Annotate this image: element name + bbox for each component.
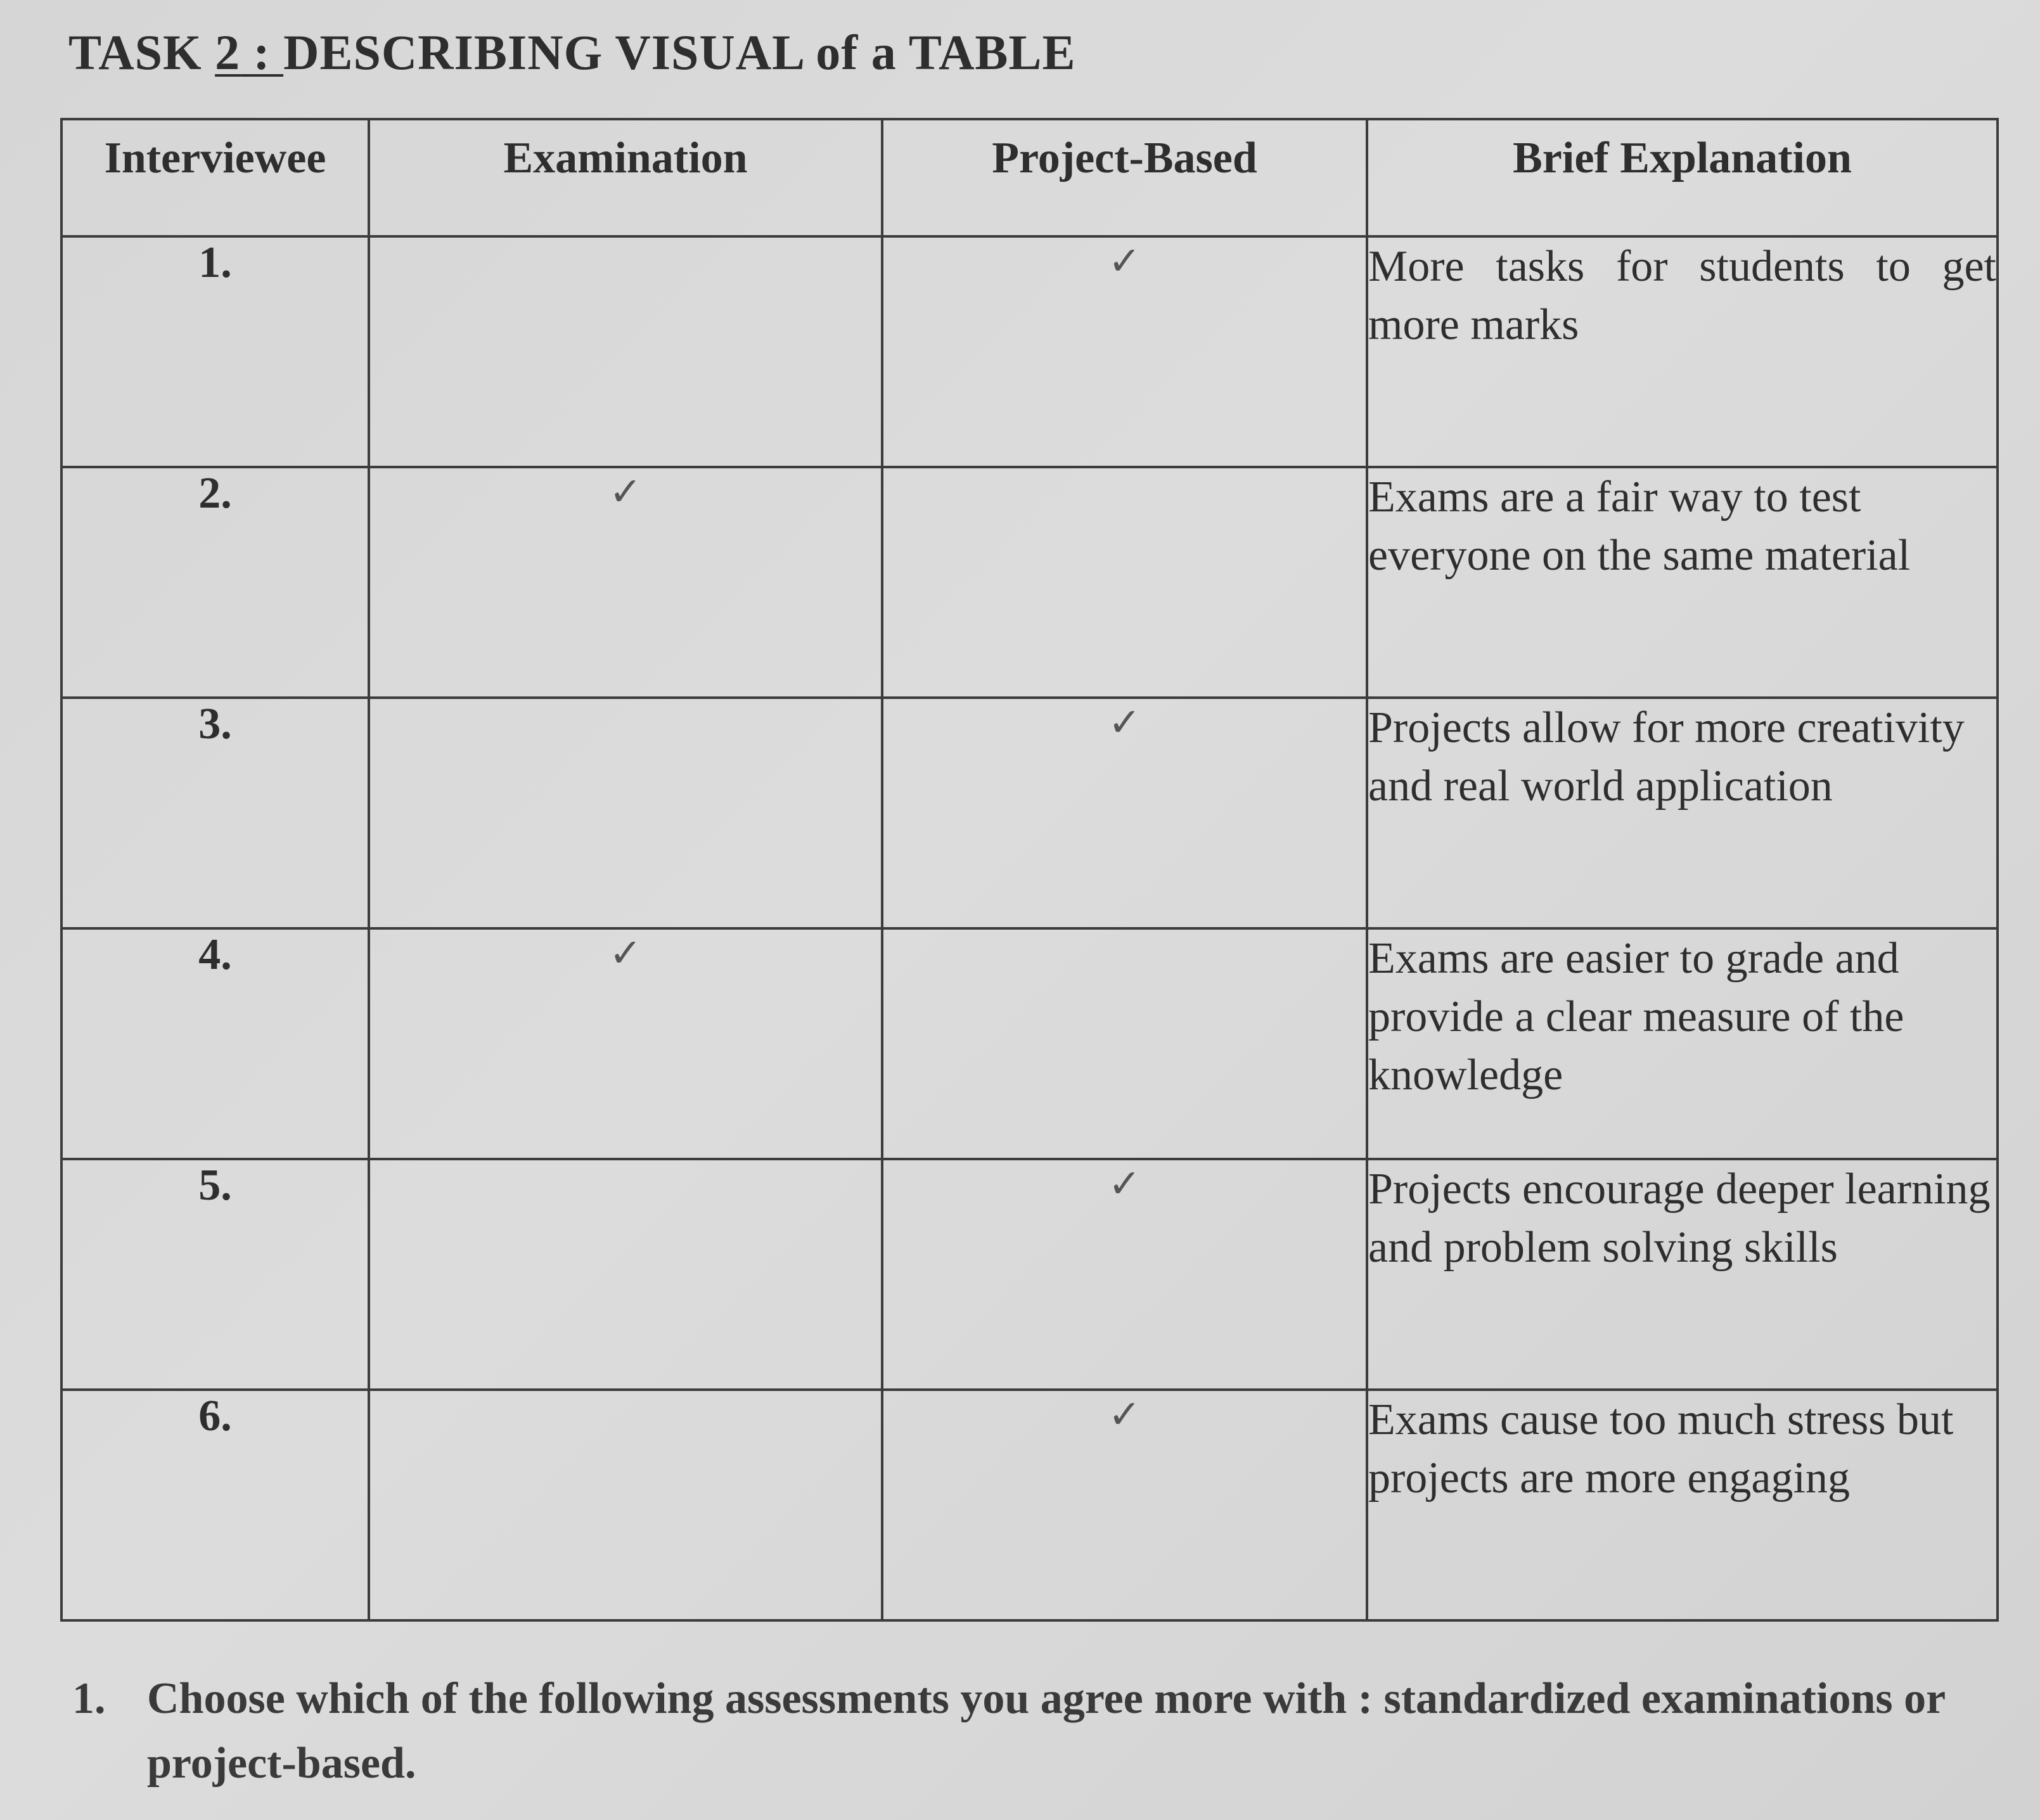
- question-text: Choose which of the following assessments you agree more with : standardized examinations or project-based.: [147, 1674, 1945, 1788]
- interviewee-number: 1.: [61, 236, 369, 467]
- project-based-check-icon: ✓: [1108, 699, 1141, 745]
- project-based-check-icon: ✓: [1108, 1160, 1141, 1207]
- title-task-number: 2: [215, 25, 241, 80]
- project-based-cell: [882, 698, 1367, 928]
- project-based-check-icon: ✓: [1108, 238, 1141, 284]
- page-title: [68, 24, 1075, 81]
- table-row: [61, 1159, 1998, 1390]
- brief-explanation: Exams are easier to grade and provide a clear measure of the knowledge: [1367, 928, 1998, 1159]
- interviewee-number: 5.: [61, 1159, 369, 1390]
- interviewee-number: 2.: [61, 467, 369, 698]
- question-item: [72, 1667, 1947, 1796]
- question-number: 1.: [72, 1674, 106, 1723]
- header-project-based: Project-Based: [882, 119, 1367, 236]
- title-separator: :: [240, 25, 284, 80]
- brief-explanation: Projects allow for more creativity and real world application: [1367, 698, 1998, 928]
- examination-cell: [369, 1159, 882, 1390]
- project-based-cell: [882, 236, 1367, 467]
- examination-check-icon: ✓: [609, 930, 642, 976]
- brief-explanation: Exams cause too much stress but projects are more engaging: [1367, 1390, 1998, 1620]
- brief-explanation: Exams are a fair way to test everyone on the same material: [1367, 467, 1998, 698]
- table-row: [61, 1390, 1998, 1620]
- table-header-row: [61, 119, 1998, 236]
- project-based-cell: [882, 467, 1367, 698]
- project-based-cell: [882, 1390, 1367, 1620]
- examination-cell: [369, 698, 882, 928]
- examination-cell: [369, 467, 882, 698]
- interviewee-number: 4.: [61, 928, 369, 1159]
- interviewee-number: 3.: [61, 698, 369, 928]
- table-row: [61, 698, 1998, 928]
- examination-cell: [369, 928, 882, 1159]
- examination-check-icon: ✓: [609, 468, 642, 515]
- header-brief-explanation: Brief Explanation: [1367, 119, 1998, 236]
- header-examination: Examination: [369, 119, 882, 236]
- table-row: [61, 236, 1998, 467]
- title-rest: DESCRIBING VISUAL of a TABLE: [283, 25, 1076, 80]
- table-row: [61, 928, 1998, 1159]
- brief-explanation: Projects encourage deeper learning and problem solving skills: [1367, 1159, 1998, 1390]
- examination-cell: [369, 236, 882, 467]
- interviewee-number: 6.: [61, 1390, 369, 1620]
- title-prefix: TASK: [68, 25, 215, 80]
- assessment-survey-table: [60, 118, 1999, 1622]
- examination-cell: [369, 1390, 882, 1620]
- project-based-cell: [882, 1159, 1367, 1390]
- project-based-check-icon: ✓: [1108, 1391, 1141, 1437]
- header-interviewee: Interviewee: [61, 119, 369, 236]
- project-based-cell: [882, 928, 1367, 1159]
- table-row: [61, 467, 1998, 698]
- brief-explanation: More tasks for students to get more marks: [1367, 236, 1998, 467]
